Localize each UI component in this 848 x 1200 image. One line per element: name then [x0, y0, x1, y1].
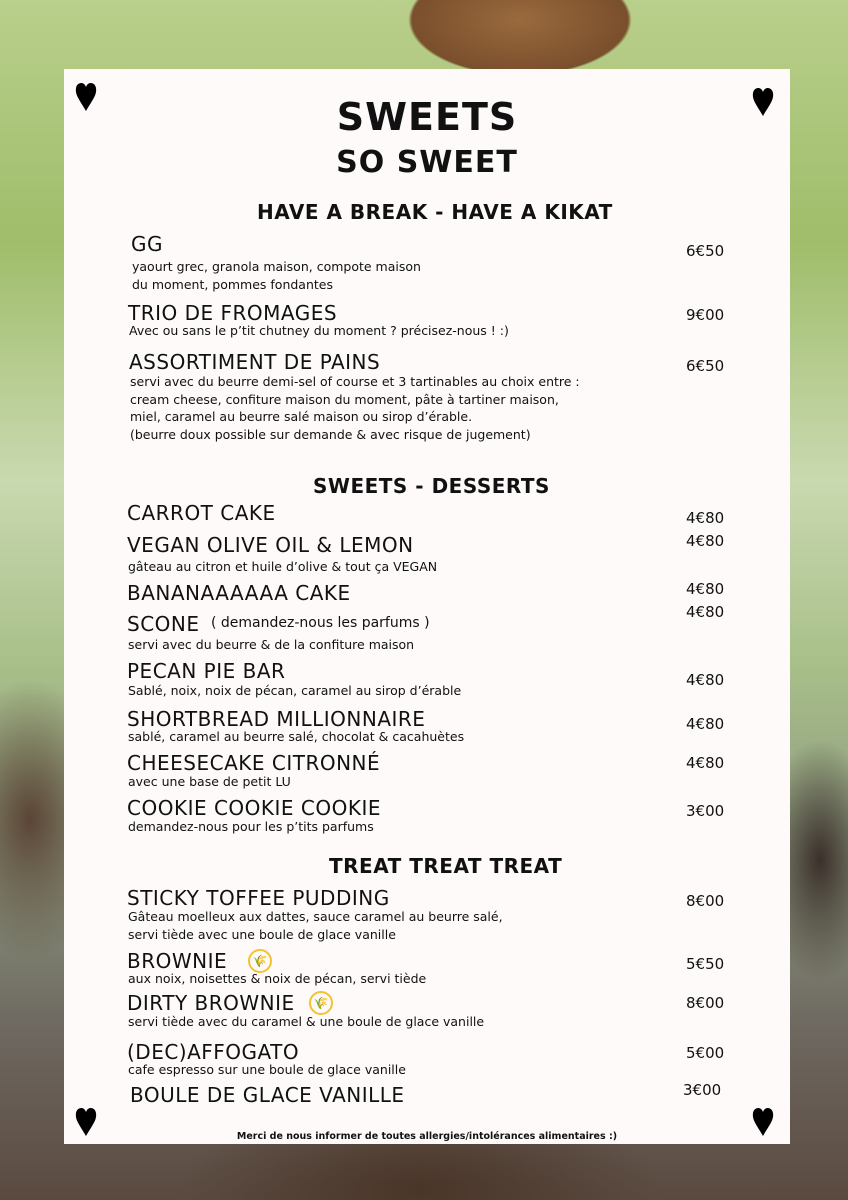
menu-item-description: aux noix, noisettes & noix de pécan, servi tiède: [128, 971, 427, 986]
menu-item-name: BROWNIE: [127, 949, 228, 973]
menu-item-name: CARROT CAKE: [127, 501, 276, 525]
menu-item-name: CHEESECAKE CITRONNÉ: [127, 751, 381, 775]
menu-item-description: (beurre doux possible sur demande & avec risque de jugement): [130, 426, 531, 442]
menu-item-name: GG: [131, 232, 163, 256]
page-subtitle: SO SWEET: [336, 145, 518, 180]
section-title: TREAT TREAT TREAT: [329, 854, 563, 878]
menu-item-name: SHORTBREAD MILLIONNAIRE: [127, 707, 426, 731]
menu-item-name: COOKIE COOKIE COOKIE: [127, 796, 382, 820]
menu-item-name: BOULE DE GLACE VANILLE: [130, 1083, 405, 1107]
gluten-free-icon: 🌾: [248, 949, 272, 973]
menu-item-price: 9€00: [686, 306, 725, 324]
menu-item-price: 8€00: [686, 892, 725, 910]
menu-item-name: PECAN PIE BAR: [127, 659, 286, 683]
menu-item-description: miel, caramel au beurre salé maison ou sirop d’érable.: [130, 409, 473, 424]
menu-item-description: Avec ou sans le p’tit chutney du moment ? précisez-nous ! :): [129, 323, 509, 338]
gluten-free-icon: 🌾: [309, 991, 333, 1015]
menu-item-description: servi avec du beurre & de la confiture maison: [128, 637, 415, 652]
menu-item-name: (DEC)AFFOGATO: [127, 1040, 300, 1064]
menu-item-description: du moment, pommes fondantes: [132, 276, 333, 292]
menu-item-price: 4€80: [686, 715, 725, 733]
page-title: SWEETS: [336, 95, 518, 139]
section-title: HAVE A BREAK - HAVE A KIKAT: [257, 200, 613, 224]
menu-item-description: avec une base de petit LU: [128, 774, 291, 789]
allergy-footer-note: Merci de nous informer de toutes allergies/intolérances alimentaires :): [236, 1131, 618, 1142]
menu-item-name: ASSORTIMENT DE PAINS: [129, 350, 381, 374]
menu-item-price: 4€80: [686, 509, 725, 527]
menu-item-price: 4€80: [686, 603, 725, 621]
menu-item-description: demandez-nous pour les p’tits parfums: [128, 819, 374, 834]
menu-item-name: VEGAN OLIVE OIL & LEMON: [127, 533, 414, 557]
menu-item-description: servi avec du beurre demi-sel of course et 3 tartinables au choix entre :: [130, 374, 580, 389]
menu-item-description: servi tiède avec du caramel & une boule de glace vanille: [128, 1014, 485, 1029]
menu-item-price: 5€50: [686, 955, 725, 973]
menu-item-price: 6€50: [686, 357, 725, 375]
menu-item-description: Sablé, noix, noix de pécan, caramel au sirop d’érable: [128, 683, 462, 698]
menu-item-description: yaourt grec, granola maison, compote maison: [132, 259, 421, 274]
menu-item-note: ( demandez-nous les parfums ): [211, 615, 430, 631]
menu-item-description: sablé, caramel au beurre salé, chocolat & cacahuètes: [128, 729, 465, 744]
menu-item-price: 3€00: [686, 802, 725, 820]
menu-item-name: STICKY TOFFEE PUDDING: [127, 886, 390, 910]
section-title: SWEETS - DESSERTS: [313, 474, 550, 498]
menu-item-price: 4€80: [686, 754, 725, 772]
menu-item-price: 4€80: [686, 532, 725, 550]
menu-item-description: gâteau au citron et huile d’olive & tout ça VEGAN: [128, 559, 438, 574]
menu-item-description: servi tiède avec une boule de glace vanille: [128, 926, 396, 942]
menu-item-name: SCONE: [127, 612, 200, 636]
menu-item-description: cafe espresso sur une boule de glace vanille: [128, 1062, 406, 1077]
menu-item-price: 6€50: [686, 242, 725, 260]
menu-item-price: 5€00: [686, 1044, 725, 1062]
menu-card: [64, 69, 790, 1144]
menu-item-price: 4€80: [686, 671, 725, 689]
menu-item-price: 3€00: [683, 1081, 722, 1099]
menu-item-name: DIRTY BROWNIE: [127, 991, 295, 1015]
menu-item-name: BANANAAAAAA CAKE: [127, 581, 351, 605]
menu-item-price: 8€00: [686, 994, 725, 1012]
menu-item-price: 4€80: [686, 580, 725, 598]
menu-item-description: cream cheese, confiture maison du moment, pâte à tartiner maison,: [130, 391, 559, 407]
menu-item-name: TRIO DE FROMAGES: [128, 301, 338, 325]
menu-item-description: Gâteau moelleux aux dattes, sauce caramel au beurre salé,: [128, 909, 503, 924]
